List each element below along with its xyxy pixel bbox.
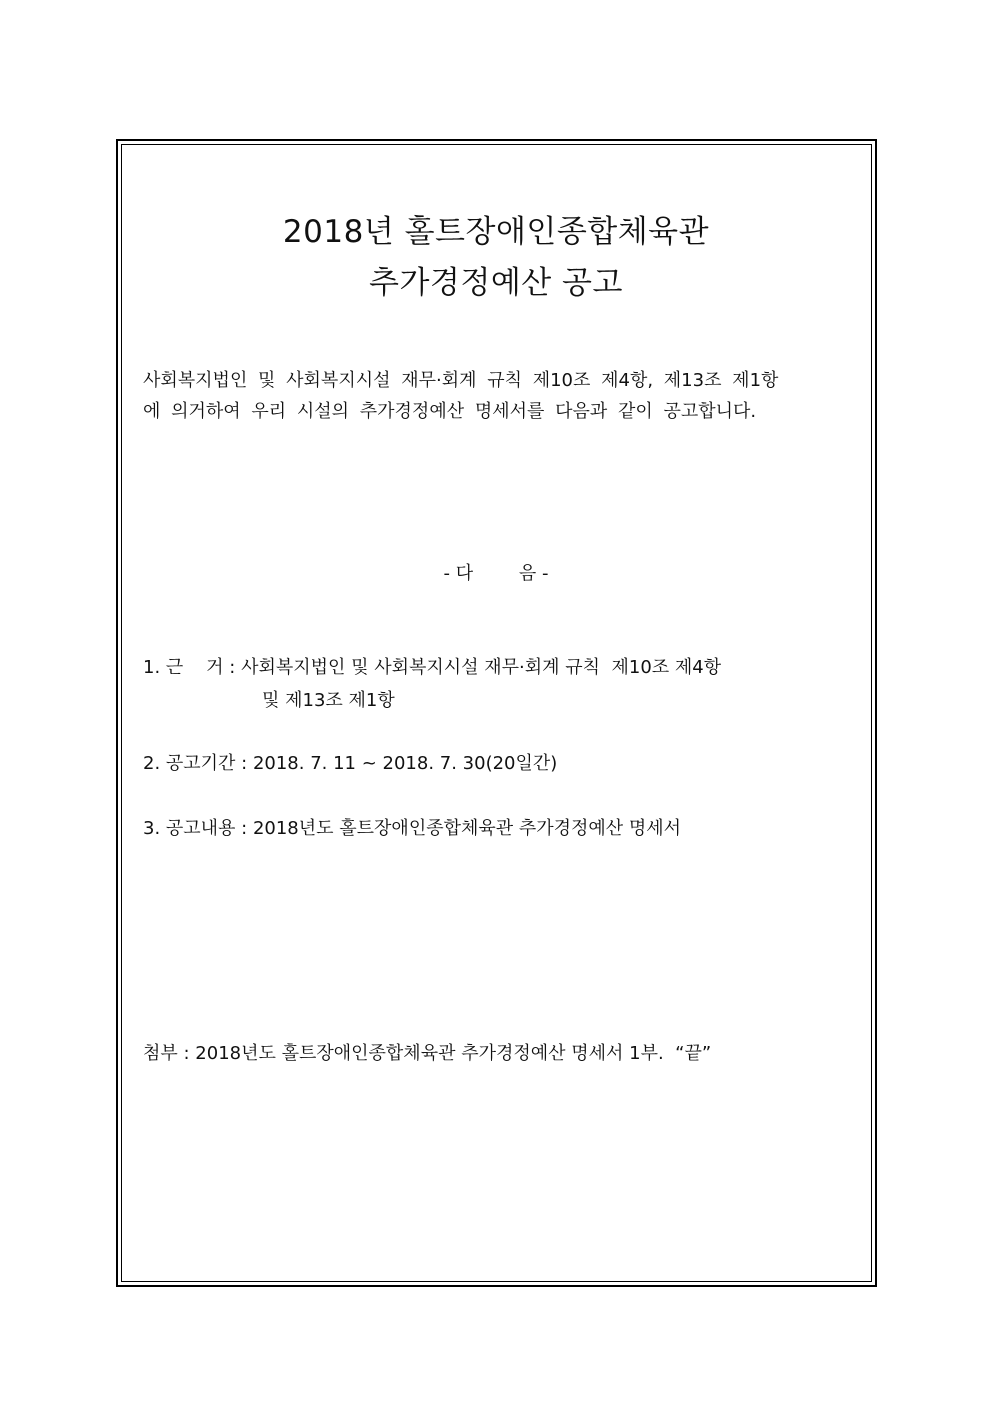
item-basis: 1. 근 거 : 사회복지법인 및 사회복지시설 재무·회계 규칙 제10조 제4항 — [143, 657, 722, 678]
document-border-outer — [116, 139, 877, 1287]
item-notice-content: 3. 공고내용 : 2018년도 홀트장애인종합체육관 추가경정예산 명세서 — [143, 818, 682, 839]
item-notice-period: 2. 공고기간 : 2018. 7. 11 ~ 2018. 7. 30(20일간) — [143, 753, 558, 774]
intro-paragraph-line-1: 사회복지법인 및 사회복지시설 재무·회계 규칙 제10조 제4항, 제13조 제1항 — [143, 370, 779, 391]
attachment-line: 첨부 : 2018년도 홀트장애인종합체육관 추가경정예산 명세서 1부. “끝” — [143, 1043, 712, 1064]
intro-paragraph-line-2: 에 의거하여 우리 시설의 추가경정예산 명세서를 다음과 같이 공고합니다. — [143, 401, 757, 422]
document-title-line-1: 2018년 홀트장애인종합체육관 — [282, 214, 710, 250]
item-basis-continued: 및 제13조 제1항 — [262, 690, 395, 711]
document-border-inner — [121, 144, 872, 1282]
next-heading: - 다 음 - — [443, 563, 549, 584]
document-title-line-2: 추가경정예산 공고 — [369, 265, 623, 301]
